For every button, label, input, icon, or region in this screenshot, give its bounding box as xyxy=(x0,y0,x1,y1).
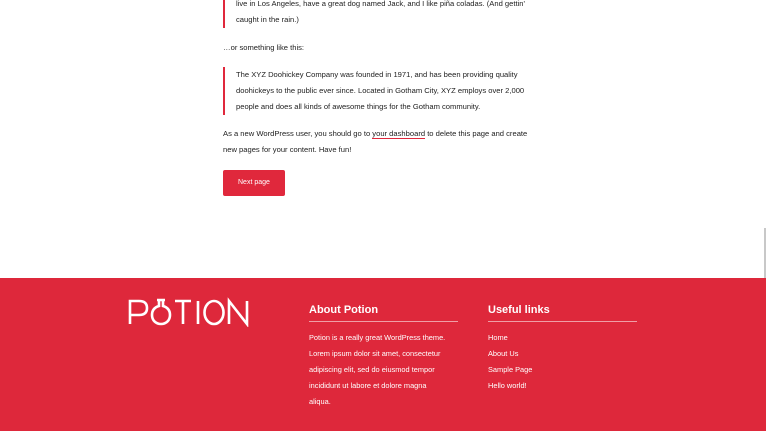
paragraph-new-user xyxy=(223,126,553,158)
footer-link-home[interactable]: Home xyxy=(488,333,508,342)
about-line: aliqua. xyxy=(309,397,331,406)
blockquote-personal xyxy=(223,0,553,28)
links-title: Useful links xyxy=(488,302,637,322)
next-page-button[interactable]: Next page xyxy=(223,170,285,196)
dashboard-link[interactable]: your dashboard xyxy=(372,129,426,138)
paragraph-text: As a new WordPress user, you should go to xyxy=(223,129,373,138)
footer-link-about-us[interactable]: About Us xyxy=(488,349,519,358)
about-line: incididunt ut labore et dolore magna xyxy=(309,381,427,390)
about-title: About Potion xyxy=(309,302,458,322)
blockquote-company xyxy=(223,67,553,115)
about-text xyxy=(309,330,458,410)
quote-line: caught in the rain.) xyxy=(236,15,299,24)
about-line: Lorem ipsum dolor sit amet, consectetur xyxy=(309,349,441,358)
quote-line: The XYZ Doohickey Company was founded in 1971, and has been providing quality xyxy=(236,70,518,79)
paragraph-or: …or something like this: xyxy=(223,43,305,52)
quote-line: live in Los Angeles, have a great dog named Jack, and I like piña coladas. (And gettin' xyxy=(236,0,525,8)
quote-line: doohickeys to the public ever since. Located in Gotham City, XYZ employs over 2,000 xyxy=(236,86,525,95)
about-line: adipiscing elit, sed do eiusmod tempor xyxy=(309,365,435,374)
site-footer xyxy=(0,278,766,431)
paragraph-line: new pages for your content. Have fun! xyxy=(223,145,352,154)
links-list xyxy=(488,330,637,394)
footer-links-widget xyxy=(488,302,637,394)
paragraph-text: to delete this page and create xyxy=(425,129,528,138)
footer-link-hello-world[interactable]: Hello world! xyxy=(488,381,527,390)
paragraph-line xyxy=(223,126,553,142)
potion-logo[interactable] xyxy=(128,297,252,327)
about-line: Potion is a really great WordPress theme. xyxy=(309,333,446,342)
footer-about-widget xyxy=(309,302,458,410)
footer-link-sample-page[interactable]: Sample Page xyxy=(488,365,533,374)
quote-line: people and does all kinds of awesome things for the Gotham community. xyxy=(236,102,481,111)
post-content xyxy=(223,0,553,196)
